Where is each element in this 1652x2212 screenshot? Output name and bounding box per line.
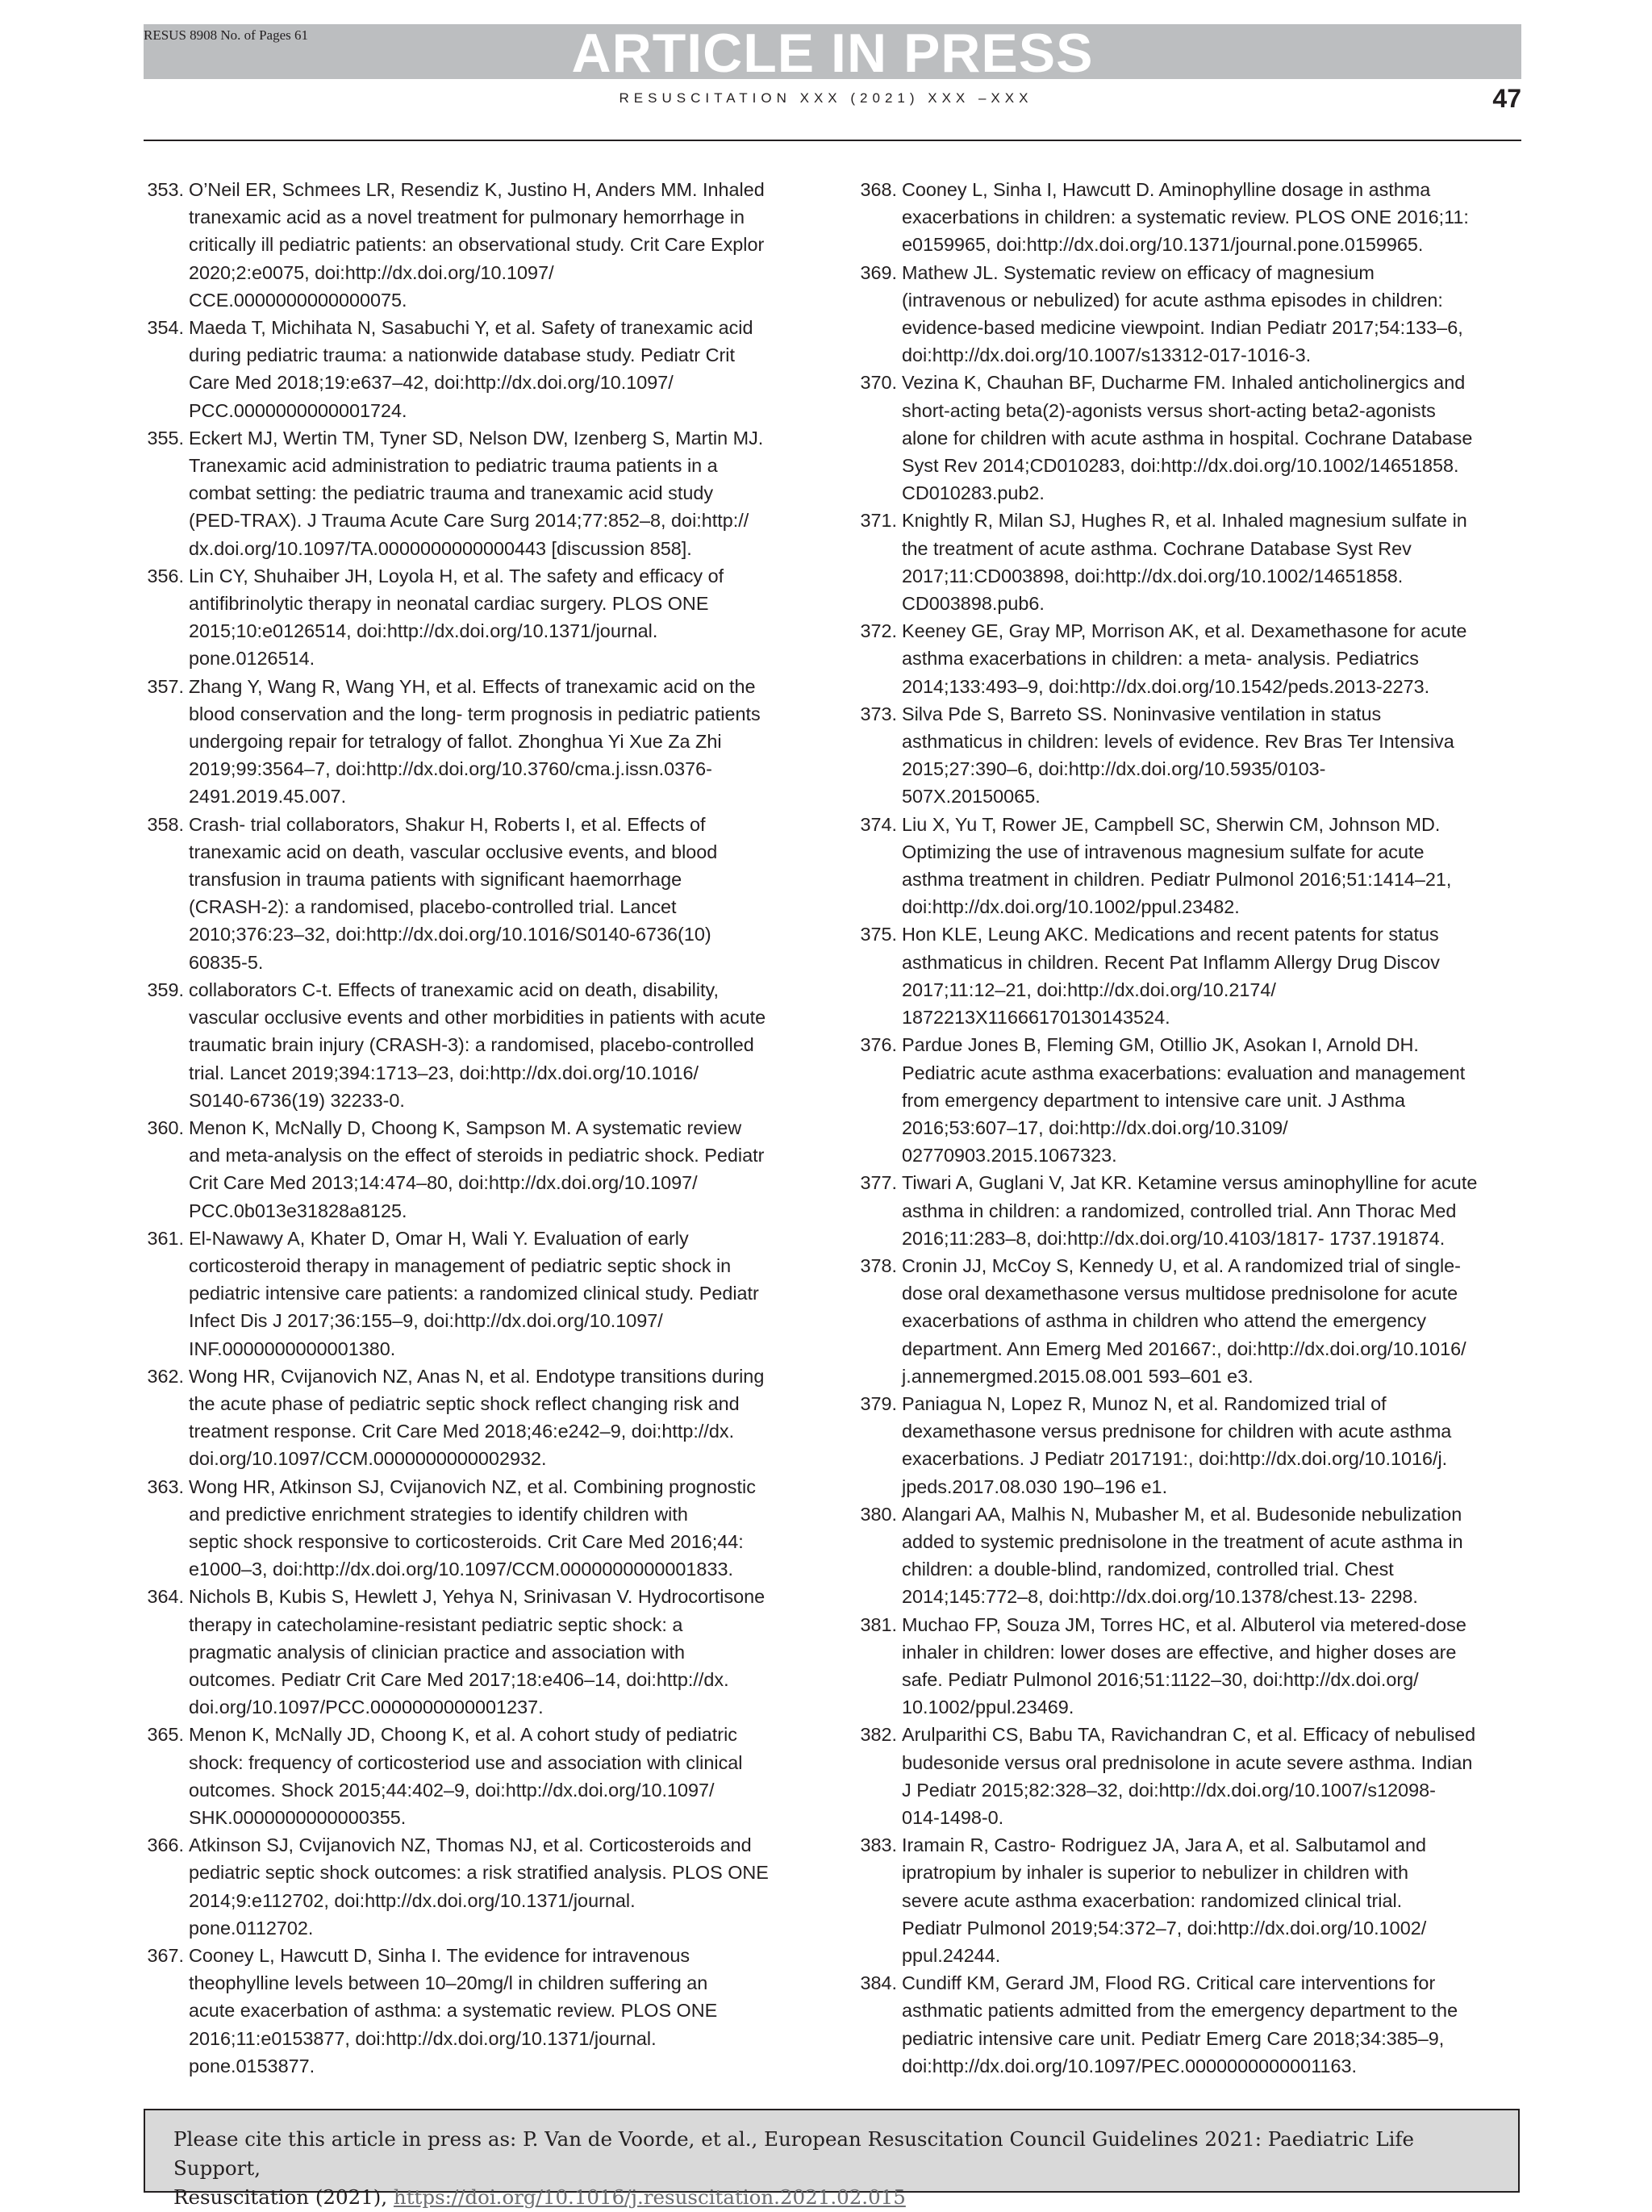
reference-text: El-Nawawy A, Khater D, Omar H, Wali Y. Evaluation of early corticosteroid therapy in management of pediatric septic shock in pediatric intensive care patients: a randomized clinical study. Pediatr Infect Dis J 2017;36:155–9, doi:http://dx.doi.org/10.1097/ INF.0000000000001380. (189, 1227, 759, 1359)
reference-number: 382. (860, 1724, 897, 1746)
reference-number: 354. (147, 317, 184, 339)
page-number: 47 (1492, 84, 1521, 113)
reference-entry (857, 1721, 1526, 1831)
reference-number: 363. (147, 1475, 184, 1497)
reference-entry (144, 424, 813, 562)
reference-number: 373. (860, 703, 897, 724)
reference-text: Muchao FP, Souza JM, Torres HC, et al. Albuterol via metered-dose inhaler in children: lower doses are effective, and higher doses are safe. Pediatr Pulmonol 2016;51:1122–30, doi:http://dx.doi.org/ 10.1002/ppul.23469. (902, 1613, 1466, 1718)
reference-entry (857, 507, 1526, 617)
manuscript-id: RESUS 8908 No. of Pages 61 (144, 27, 309, 43)
reference-number: 359. (147, 979, 184, 1000)
reference-entry (144, 1942, 813, 2080)
reference-entry (857, 369, 1526, 507)
reference-number: 377. (860, 1172, 897, 1194)
reference-entry (144, 1473, 813, 1584)
reference-text: Zhang Y, Wang R, Wang YH, et al. Effects of tranexamic acid on the blood conservation and the long- term prognosis in pediatric patients undergoing repair for tetralogy of fallot. Zhonghua Yi Xue Za Zhi 2019;99:3564–7, doi:http://dx.doi.org/10.3760/cma.j.issn.0376- 2491.2019.45.007. (189, 675, 761, 808)
reference-text: Pardue Jones B, Fleming GM, Otillio JK, Asokan I, Arnold DH. Pediatric acute asthma exacerbations: evaluation and management from emergency department to intensive care unit. J Asthma 2016;53:607–17, doi:http://dx.doi.org/10.3109/ 02770903.2015.1067323. (902, 1034, 1466, 1167)
reference-number: 362. (147, 1365, 184, 1387)
article-in-press-banner (144, 23, 1521, 84)
reference-text: Lin CY, Shuhaiber JH, Loyola H, et al. The safety and efficacy of antifibrinolytic therapy in neonatal cardiac surgery. PLOS ONE 2015;10:e0126514, doi:http://dx.doi.org/10.1371/journal. pone.0126514. (189, 565, 724, 670)
reference-text: Arulparithi CS, Babu TA, Ravichandran C, et al. Efficacy of nebulised budesonide versus oral prednisolone in acute severe asthma. Indian J Pediatr 2015;82:328–32, doi:http://dx.doi.org/10.1007/s12098- 014-1498-0. (902, 1724, 1476, 1828)
reference-text: Paniagua N, Lopez R, Munoz N, et al. Randomized trial of dexamethasone versus prednisone for children with acute asthma exacerbations. J Pediatr 2017191:, doi:http://dx.doi.org/10.1016/j. jpeds.2017.08.030 190–196 e1. (902, 1392, 1452, 1497)
reference-number: 361. (147, 1227, 184, 1249)
reference-entry (857, 1831, 1526, 1969)
reference-number: 380. (860, 1503, 897, 1525)
reference-number: 364. (147, 1586, 184, 1608)
reference-text: Menon K, McNally D, Choong K, Sampson M. A systematic review and meta-analysis on the effect of steroids in pediatric shock. Pediatr Crit Care Med 2013;14:474–80, doi:http://dx.doi.org/10.1097/ PCC.0b013e31828a8125. (189, 1116, 765, 1221)
reference-number: 383. (860, 1834, 897, 1856)
reference-text: Alangari AA, Malhis N, Mubasher M, et al. Budesonide nebulization added to systemic prednisolone in the treatment of acute asthma in children: a double-blind, randomized, controlled trial. Chest 2014;145:772–8, doi:http://dx.doi.org/10.1378/chest.13- 2298. (902, 1503, 1463, 1608)
reference-number: 366. (147, 1834, 184, 1856)
reference-entry (144, 811, 813, 976)
reference-entry (144, 1114, 813, 1225)
reference-text: Tiwari A, Guglani V, Jat KR. Ketamine versus aminophylline for acute asthma in children: a randomized, controlled trial. Ann Thorac Med 2016;11:283–8, doi:http://dx.doi.org/10.4103/1817- 1737.191874. (902, 1172, 1478, 1249)
reference-number: 369. (860, 261, 897, 283)
reference-number: 379. (860, 1392, 897, 1414)
reference-text: O’Neil ER, Schmees LR, Resendiz K, Justino H, Anders MM. Inhaled tranexamic acid as a novel treatment for pulmonary hemorrhage in critically ill pediatric patients: an observational study. Crit Care Explor 2020;2:e0075, doi:http://dx.doi.org/10.1097/ CCE.0000000000000075. (189, 179, 765, 311)
reference-text: Eckert MJ, Wertin TM, Tyner SD, Nelson DW, Izenberg S, Martin MJ. Tranexamic acid administration to pediatric trauma patients in a combat setting: the pediatric trauma and tranexamic acid study (PED-TRAX). J Trauma Acute Care Surg 2014;77:852–8, doi:http:// dx.doi.org/10.1097/TA.0000000000000443 [discussion 858]. (189, 427, 764, 559)
reference-text: Cundiff KM, Gerard JM, Flood RG. Critical care interventions for asthmatic patients admitted from the emergency department to the pediatric intensive care unit. Pediatr Emerg Care 2018;34:385–9, doi:http://dx.doi.org/10.1097/PEC.0000000000001163. (902, 1972, 1458, 2076)
reference-number: 375. (860, 924, 897, 945)
reference-text: collaborators C-t. Effects of tranexamic acid on death, disability, vascular occlusive events and other morbidities in patients with acute traumatic brain injury (CRASH-3): a randomised, placebo-controlled trial. Lancet 2019;394:1713–23, doi:http://dx.doi.org/10.1016/ S0140-6736(19) 32233-0. (189, 979, 766, 1111)
reference-number: 378. (860, 1254, 897, 1276)
running-head: RESUSCITATION XXX (2021) XXX –XXX (619, 90, 1033, 106)
reference-entry (144, 1225, 813, 1363)
reference-text: Cronin JJ, McCoy S, Kennedy U, et al. A randomized trial of single- dose oral dexamethasone versus multidose prednisolone for acute exacerbations of asthma in children who attend the emergency department. Ann Emerg Med 201667:, doi:http://dx.doi.org/10.1016/ j.annemergmed.2015.08.001 593–601 e3. (902, 1254, 1466, 1387)
citation-text: Please cite this article in press as: P. Van de Voorde, et al., European Resuscitation Council Guidelines 2021: Paediatric Life Support, Resuscitation (2021), (173, 2127, 1414, 2209)
reference-text: Crash- trial collaborators, Shakur H, Roberts I, et al. Effects of tranexamic acid on death, vascular occlusive events, and blood transfusion in trauma patients with significant haemorrhage (CRASH-2): a randomised, placebo-controlled trial. Lancet 2010;376:23–32, doi:http://dx.doi.org/10.1016/S0140-6736(10) 60835-5. (189, 813, 718, 973)
reference-number: 381. (860, 1613, 897, 1635)
reference-number: 370. (860, 372, 897, 394)
reference-entry (144, 1721, 813, 1831)
reference-text: Maeda T, Michihata N, Sasabuchi Y, et al. Safety of tranexamic acid during pediatric trauma: a nationwide database study. Pediatr Crit Care Med 2018;19:e637–42, doi:http://dx.doi.org/10.1097/ PCC.0000000000001724. (189, 317, 753, 421)
reference-number: 360. (147, 1116, 184, 1138)
reference-text: Mathew JL. Systematic review on efficacy of magnesium (intravenous or nebulized) for acute asthma episodes in children: evidence-based medicine viewpoint. Indian Pediatr 2017;54:133–6, doi:http://dx.doi.org/10.1007/s13312-017-1016-3. (902, 261, 1463, 366)
reference-entry (144, 1583, 813, 1721)
reference-text: Wong HR, Atkinson SJ, Cvijanovich NZ, et al. Combining prognostic and predictive enrichment strategies to identify children with septic shock responsive to corticosteroids. Crit Care Med 2016;44: e1000–3, doi:http://dx.doi.org/10.1097/CCM.0000000000001833. (189, 1475, 756, 1580)
reference-entry (857, 920, 1526, 1031)
reference-entry (144, 976, 813, 1114)
reference-text: Cooney L, Hawcutt D, Sinha I. The evidence for intravenous theophylline levels between 10–20mg/l in children suffering an acute exacerbation of asthma: a systematic review. PLOS ONE 2016;11:e0153877, doi:http://dx.doi.org/10.1371/journal. pone.0153877. (189, 1945, 718, 2076)
reference-entry (144, 1831, 813, 1942)
reference-entry (857, 1390, 1526, 1500)
reference-text: Menon K, McNally JD, Choong K, et al. A cohort study of pediatric shock: frequency of corticosteriod use and association with clinical outcomes. Shock 2015;44:402–9, doi:http://dx.doi.org/10.1097/ SHK.0000000000000355. (189, 1724, 743, 1828)
reference-number: 371. (860, 510, 897, 532)
reference-text: Cooney L, Sinha I, Hawcutt D. Aminophylline dosage in asthma exacerbations in children: a systematic review. PLOS ONE 2016;11: e0159965, doi:http://dx.doi.org/10.1371/journal.pone.0159965. (902, 179, 1469, 256)
reference-entry (144, 673, 813, 811)
reference-entry (857, 259, 1526, 369)
reference-entry (144, 562, 813, 673)
references-right-column (857, 176, 1526, 2080)
reference-number: 353. (147, 179, 184, 200)
reference-text: Silva Pde S, Barreto SS. Noninvasive ventilation in status asthmaticus in children: levels of evidence. Rev Bras Ter Intensiva 2015;27:390–6, doi:http://dx.doi.org/10.5935/0103- 507X.20150065. (902, 703, 1454, 808)
header-rule (144, 140, 1521, 141)
reference-number: 372. (860, 620, 897, 642)
reference-entry (857, 617, 1526, 700)
reference-number: 374. (860, 813, 897, 835)
reference-text: Nichols B, Kubis S, Hewlett J, Yehya N, Srinivasan V. Hydrocortisone therapy in catecholamine-resistant pediatric septic shock: a pragmatic analysis of clinician practice and association with outcomes. Pediatr Crit Care Med 2017;18:e406–14, doi:http://dx. doi.org/10.1097/PCC.0000000000001237. (189, 1586, 766, 1718)
reference-number: 358. (147, 813, 184, 835)
reference-text: Atkinson SJ, Cvijanovich NZ, Thomas NJ, et al. Corticosteroids and pediatric septic shock outcomes: a risk stratified analysis. PLOS ONE 2014;9:e112702, doi:http://dx.doi.org/10.1371/journal. pone.0112702. (189, 1834, 769, 1939)
reference-entry (857, 811, 1526, 921)
reference-number: 356. (147, 565, 184, 586)
reference-text: Liu X, Yu T, Rower JE, Campbell SC, Sherwin CM, Johnson MD. Optimizing the use of intravenous magnesium sulfate for acute asthma treatment in children. Pediatr Pulmonol 2016;51:1414–21, doi:http://dx.doi.org/10.1002/ppul.23482. (902, 813, 1452, 918)
reference-number: 355. (147, 427, 184, 449)
reference-entry (857, 1252, 1526, 1390)
reference-entry (857, 1500, 1526, 1611)
reference-entry (857, 1031, 1526, 1169)
reference-entry (144, 1363, 813, 1473)
banner-title: ARTICLE IN PRESS (571, 23, 1094, 84)
citation-box (144, 2109, 1520, 2209)
reference-number: 376. (860, 1034, 897, 1056)
reference-number: 368. (860, 179, 897, 200)
reference-entry (144, 314, 813, 424)
reference-text: Hon KLE, Leung AKC. Medications and recent patents for status asthmaticus in children. Recent Pat Inflamm Allergy Drug Discov 2017;11:12–21, doi:http://dx.doi.org/10.2174/ 1872213X11666170130143524. (902, 924, 1440, 1029)
reference-text: Keeney GE, Gray MP, Morrison AK, et al. Dexamethasone for acute asthma exacerbations in children: a meta- analysis. Pediatrics 2014;133:493–9, doi:http://dx.doi.org/10.1542/peds.2013-2273. (902, 620, 1467, 697)
reference-entry (857, 1169, 1526, 1252)
reference-number: 365. (147, 1724, 184, 1746)
reference-entry (857, 700, 1526, 811)
reference-entry (857, 176, 1526, 259)
reference-number: 367. (147, 1945, 184, 1966)
reference-text: Vezina K, Chauhan BF, Ducharme FM. Inhaled anticholinergics and short-acting beta(2)-agonists versus short-acting beta2-agonists alone for children with acute asthma in hospital. Cochrane Database Syst Rev 2014;CD010283, doi:http://dx.doi.org/10.1002/14651858. CD010283.pub2. (902, 372, 1473, 504)
citation-doi-link[interactable]: https://doi.org/10.1016/j.resuscitation.2021.02.015 (393, 2185, 906, 2209)
reference-number: 384. (860, 1972, 897, 1994)
reference-text: Knightly R, Milan SJ, Hughes R, et al. Inhaled magnesium sulfate in the treatment of acute asthma. Cochrane Database Syst Rev 2017;11:CD003898, doi:http://dx.doi.org/10.1002/14651858. CD003898.pub6. (902, 510, 1467, 615)
reference-entry (857, 1969, 1526, 2080)
reference-entry (144, 176, 813, 314)
reference-text: Iramain R, Castro- Rodriguez JA, Jara A, et al. Salbutamol and ipratropium by inhaler is superior to nebulizer in children with severe acute asthma exacerbation: randomized clinical trial. Pediatr Pulmonol 2019;54:372–7, doi:http://dx.doi.org/10.1002/ ppul.24244. (902, 1834, 1427, 1966)
reference-number: 357. (147, 675, 184, 697)
reference-text: Wong HR, Cvijanovich NZ, Anas N, et al. Endotype transitions during the acute phase of pediatric septic shock reflect changing risk and treatment response. Crit Care Med 2018;46:e242–9, doi:http://dx. doi.org/10.1097/CCM.0000000000002932. (189, 1365, 765, 1470)
references-left-column (144, 176, 813, 2080)
reference-entry (857, 1611, 1526, 1722)
